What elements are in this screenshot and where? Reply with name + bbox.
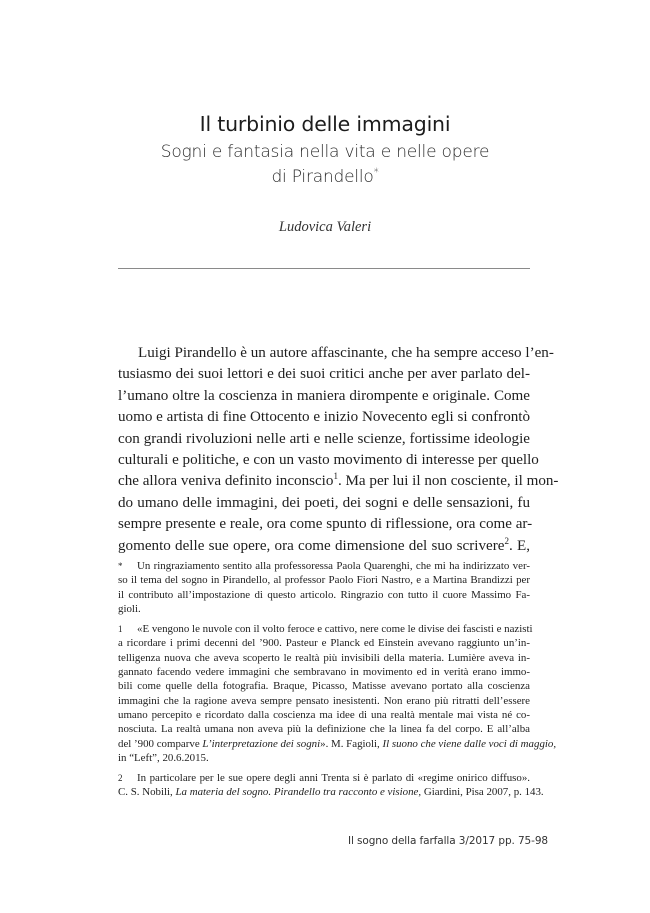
body-line-text: gomento delle sue opere, ora come dimensione del suo scrivere (118, 537, 505, 554)
footnote-line: «E vengono le nuvole con il volto feroce e cattivo, nere come le divise dei fascisti e nazisti (137, 623, 533, 636)
footnote-ref-1[interactable]: 1 (333, 471, 338, 482)
footnote-line: umano percepito e ricordato dalla coscienza ma idee di una realtà mentale mai vista né co- (118, 708, 530, 721)
author-name: Ludovica Valeri (278, 219, 372, 235)
footnote-2 (118, 771, 544, 800)
subtitle-footnote-mark: * (373, 167, 379, 179)
footnote-line: so il tema del sogno in Pirandello, al professor Paolo Fiori Nastro, e a Martina Brandizzi per (118, 574, 530, 587)
journal-footer: Il sogno della farfalla 3/2017 pp. 75-98 (347, 835, 548, 847)
footnote-text: Giardini, Pisa 2007, p. 143. (421, 786, 544, 799)
footnote-title-italic: L’interpretazione dei sogni (202, 737, 321, 750)
body-line: l’umano oltre la coscienza in maniera dirompente e originale. Come (118, 387, 530, 404)
body-line (118, 471, 559, 492)
body-line-text: che allora veniva definito inconscio (118, 473, 334, 490)
footnote-line: bili come quelle della fotografia. Braque, Picasso, Matisse avevano portato alla coscienza (118, 680, 530, 693)
body-line-text: . E, (508, 537, 530, 554)
footnote-line: nosciuta. La realtà umana non aveva più la definizione che la linea fa del corpo. E all’alba (118, 723, 530, 736)
footnote-line: telligenza nuova che aveva scoperto le realtà più invisibili della materia. Lumière aveva in- (118, 651, 530, 664)
footnote-line: immagini che la ragione aveva sempre pensato inesistenti. Non erano più ritratti dell’essere (118, 694, 530, 707)
body-line (118, 536, 530, 557)
footnote-1 (118, 622, 557, 765)
footnote-title-italic: Il suono che viene dalle voci di maggio, (382, 737, 557, 750)
footnote-line: In particolare per le sue opere degli anni Trenta si è parlato di «regime onirico diffuso». (137, 772, 530, 785)
footnote-line: gannato facendo vedere immagini che sembravano in movimento ed in verità erano immo- (118, 666, 530, 679)
footnote-text: del ’900 comparve (118, 737, 203, 750)
footnote-mark: 2 (118, 773, 123, 784)
footnote-line (118, 737, 557, 751)
subtitle-line-2-text: di Pirandello (271, 167, 374, 187)
body-line: do umano delle immagini, dei poeti, dei sogni e delle sensazioni, fu (118, 494, 530, 511)
body-line-text: . Ma per lui il non cosciente, il mon- (337, 473, 559, 490)
footnote-line: in “Left”, 20.6.2015. (118, 751, 209, 764)
footnote-text: ». M. Fagioli, (320, 737, 383, 750)
footnote-line: il contributo all’impostazione di questo articolo. Ringrazio con tutto il cuore Massimo Fa- (118, 588, 530, 601)
title-divider (118, 268, 530, 269)
footnote-ref-2[interactable]: 2 (504, 535, 509, 546)
body-line: sempre presente e reale, ora come spunto di riflessione, ora come ar- (118, 516, 533, 533)
body-paragraph (118, 343, 559, 557)
article-title: Il turbinio delle immagini (199, 112, 451, 136)
article-subtitle (0, 140, 650, 190)
subtitle-line-2 (0, 165, 650, 190)
body-line: Luigi Pirandello è un autore affascinante, che ha sempre acceso l’en- (138, 345, 554, 361)
footnote-line: gioli. (118, 602, 141, 615)
subtitle-line-1: Sogni e fantasia nella vita e nelle opere (160, 142, 490, 162)
footnote-mark: 1 (118, 624, 123, 635)
footnote-star (118, 559, 530, 616)
body-line: uomo e artista di fine Ottocento e inizio Novecento egli si confrontò (118, 409, 531, 426)
footnotes (118, 559, 557, 806)
footnote-text: C. S. Nobili, (118, 786, 176, 799)
footnote-title-italic: La materia del sogno. Pirandello tra racconto e visione, (175, 786, 422, 799)
footnote-line (118, 785, 544, 799)
body-line: tusiasmo dei suoi lettori e dei suoi critici anche per aver parlato del- (118, 366, 530, 383)
footnote-line: Un ringraziamento sentito alla professoressa Paola Quarenghi, che mi ha indirizzato ver- (137, 560, 530, 572)
body-line: culturali e politiche, e con un vasto movimento di interesse per quello (118, 452, 539, 469)
footnote-mark: * (118, 561, 123, 571)
footnote-line: a ricordare i primi decenni del ’900. Pasteur e Planck ed Einstein avevano raggiunto un’in- (118, 637, 530, 650)
body-line: con grandi rivoluzioni nelle arti e nelle scienze, fortissime ideologie (118, 430, 530, 447)
